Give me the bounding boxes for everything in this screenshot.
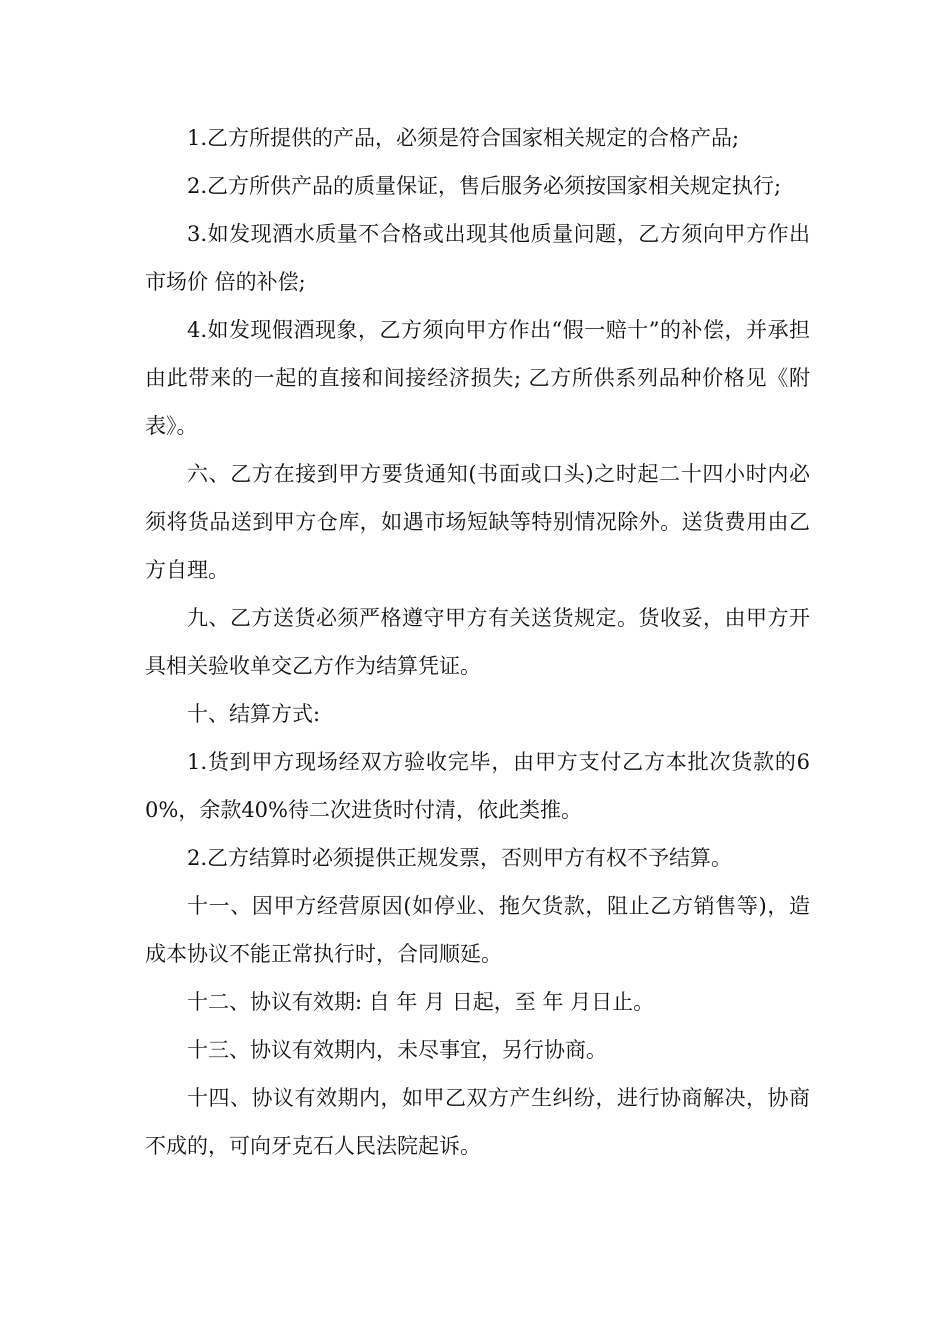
paragraph-2: 2.乙方所供产品的质量保证，售后服务必须按国家相关规定执行;: [187, 174, 782, 198]
paragraph-8: 1.货到甲方现场经双方验收完毕，由甲方支付乙方本批次货款的60%，余款40%待二次进货时付清，依此类推。: [145, 750, 810, 822]
document-body: [145, 114, 810, 1170]
paragraph-1: 1.乙方所提供的产品，必须是符合国家相关规定的合格产品;: [187, 126, 740, 150]
paragraph-13: 十四、协议有效期内，如甲乙双方产生纠纷，进行协商解决，协商不成的，可向牙克石人民法院起诉。: [145, 1086, 810, 1158]
paragraph-5: 六、乙方在接到甲方要货通知(书面或口头)之时起二十四小时内必须将货品送到甲方仓库，如遇市场短缺等特别情况除外。送货费用由乙方自理。: [145, 462, 810, 582]
paragraph-9: 2.乙方结算时必须提供正规发票，否则甲方有权不予结算。: [187, 846, 733, 870]
paragraph-4: 4.如发现假酒现象，乙方须向甲方作出“假一赔十”的补偿，并承担由此带来的一起的直接和间接经济损失; 乙方所供系列品种价格见《附表》。: [145, 318, 810, 438]
paragraph-10: 十一、因甲方经营原因(如停业、拖欠货款，阻止乙方销售等)，造成本协议不能正常执行时，合同顺延。: [145, 894, 810, 966]
paragraph-3: 3.如发现酒水质量不合格或出现其他质量问题，乙方须向甲方作出市场价 倍的补偿;: [145, 222, 810, 294]
paragraph-7: 十、结算方式:: [187, 702, 321, 726]
paragraph-6: 九、乙方送货必须严格遵守甲方有关送货规定。货收妥，由甲方开具相关验收单交乙方作为结算凭证。: [145, 606, 810, 678]
paragraph-12: 十三、协议有效期内，未尽事宜，另行协商。: [187, 1038, 607, 1062]
paragraph-11: 十二、协议有效期: 自 年 月 日起，至 年 月日止。: [187, 990, 655, 1014]
